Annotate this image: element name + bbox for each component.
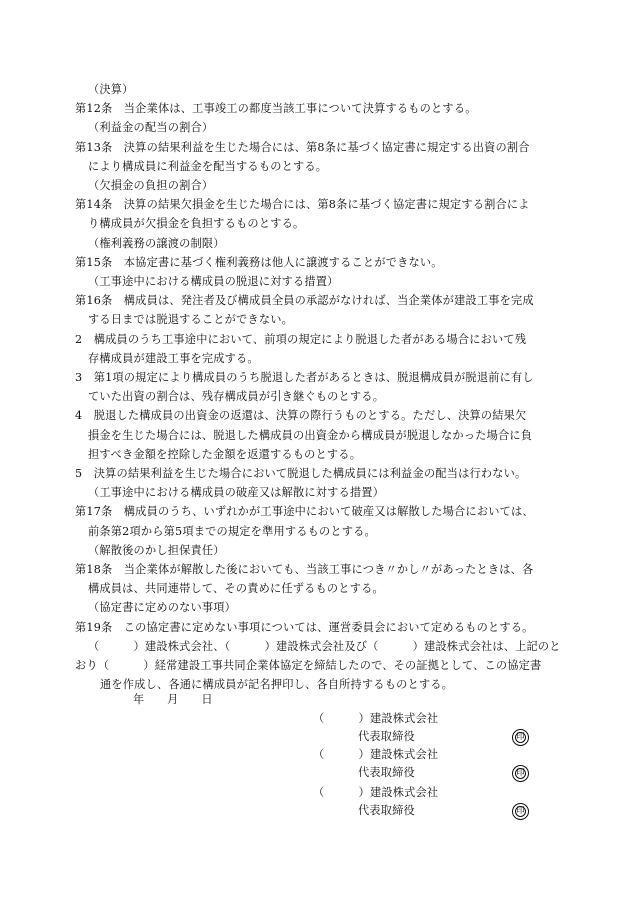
signatory-company: （ ）建設株式会社	[313, 786, 439, 799]
text-article-cont: する日までは脱退することができない。	[88, 313, 293, 327]
text-heading: （解散後のかし担保責任）	[88, 543, 225, 557]
text-heading: （工事途中における構成員の脱退に対する措置）	[88, 275, 339, 288]
seal-icon: 印	[512, 729, 529, 746]
text-article: 第17条 構成員のうち、いずれかが工事途中において破産又は解散した場合においては、	[75, 505, 534, 519]
text-article-cont: 前条第2項から第5項までの規定を準用するものとする。	[88, 524, 376, 538]
text-heading: （決算）	[88, 83, 134, 96]
text-heading: （権利義務の譲渡の制限）	[88, 236, 225, 250]
text-heading: （工事途中における構成員の破産又は解散に対する措置）	[88, 486, 385, 500]
text-heading: （利益金の配当の割合）	[88, 121, 214, 135]
text-article: 第18条 当企業体が解散した後においても、当該工事につき〃かし〃があったときは、各	[75, 563, 534, 576]
seal-icon: 印	[512, 803, 529, 820]
signatory-title: 代表取締役	[358, 804, 415, 817]
text-paragraph-cont: 存構成員が建設工事を完成する。	[88, 351, 259, 365]
text-article: 第14条 決算の結果欠損金を生じた場合には、第8条に基づく協定書に規定する割合によ	[75, 198, 530, 212]
text-heading: （欠損金の負担の割合）	[88, 179, 214, 192]
signatory-company: （ ）建設株式会社	[313, 712, 439, 725]
signatory-company: （ ）建設株式会社	[313, 748, 439, 761]
text-paragraph: 5 決算の結果利益を生じた場合において脱退した構成員には利益金の配当は行わない。	[75, 467, 527, 480]
text-article: 第19条 この協定書に定めない事項については、運営委員会において定めるものとする。	[75, 620, 534, 634]
seal-icon: 印	[512, 765, 529, 782]
text-paragraph: 2 構成員のうち工事途中において、前項の規定により脱退した者がある場合において残	[75, 332, 527, 346]
text-article-cont: り構成員が欠損金を負担するものとする。	[88, 217, 305, 231]
date-line: 年 月 日	[133, 693, 213, 706]
text-article-cont: により構成員に利益金を配当するものとする。	[88, 159, 328, 173]
text-closing: （ ）建設株式会社、（ ）建設株式会社及び（ ）建設株式会社は、上記のと	[88, 639, 561, 653]
signatory-title: 代表取締役	[358, 730, 415, 743]
text-paragraph: 4 脱退した構成員の出資金の返還は、決算の際行うものとする。ただし、決算の結果欠	[75, 409, 527, 423]
text-paragraph-cont: 損金を生じた場合には、脱退した構成員の出資金から構成員が脱退しなかった場合に負	[88, 428, 533, 442]
text-paragraph-cont: 担すべき金額を控除した金額を返還するものとする。	[88, 447, 362, 461]
text-paragraph-cont: ていた出資の割合は、残存構成員が引き継ぐものとする。	[88, 390, 385, 404]
text-article: 第12条 当企業体は、工事竣工の都度当該工事について決算するものとする。	[75, 102, 477, 116]
text-article: 第16条 構成員は、発注者及び構成員全員の承認がなければ、当企業体が建設工事を完成	[75, 294, 534, 308]
text-closing: 通を作成し、各通に構成員が記名押印し、各自所持するものとする。	[100, 678, 454, 692]
text-article: 第13条 決算の結果利益を生じた場合には、第8条に基づく協定書に規定する出資の割合	[75, 140, 530, 154]
text-article: 第15条 本協定書に基づく権利義務は他人に譲渡することができない。	[75, 255, 443, 269]
signatory-title: 代表取締役	[358, 766, 415, 779]
text-paragraph: 3 第1項の規定により構成員のうち脱退した者があるときは、脱退構成員が脱退前に有し	[75, 371, 534, 384]
text-closing: おり（ ）経常建設工事共同企業体協定を締結したので、その証拠として、この協定書	[75, 659, 542, 672]
text-heading: （協定書に定めのない事項）	[88, 601, 237, 615]
text-article-cont: 構成員は、共同連帯して、その責めに任ずるものとする。	[88, 582, 384, 596]
